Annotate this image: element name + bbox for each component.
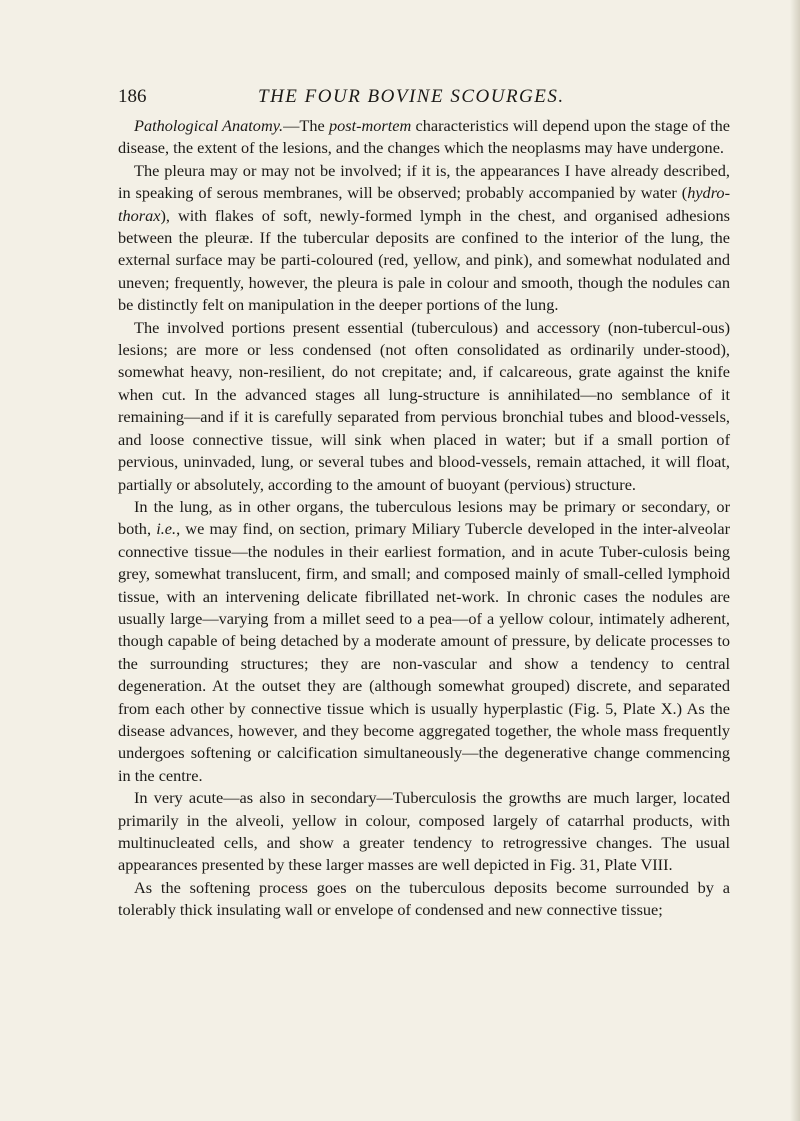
paragraph	[118, 496, 730, 787]
dash-text: —The	[283, 116, 329, 135]
page-edge-shadow	[790, 0, 800, 1121]
page-header	[118, 86, 738, 114]
section-heading: Pathological Anatomy.	[134, 116, 284, 135]
running-title: THE FOUR BOVINE SCOURGES.	[258, 86, 565, 107]
paragraph-text: ), with flakes of soft, newly-formed lymph in the chest, and organised adhesions between the pleuræ. If the tubercular deposits are confined to the interior of the lung, the external surface may be parti-coloured (red, yellow, and pink), and somewhat nodulated and uneven; frequently, however, the pleura is pale in colour and smooth, though the nodules can be distinctly felt on manipulation in the deeper portions of the lung.	[118, 205, 730, 315]
paragraph	[118, 115, 730, 160]
paragraph: As the softening process goes on the tuberculous deposits become surrounded by a tolerably thick insulating wall or envelope of condensed and new connective tissue;	[118, 877, 730, 920]
paragraph-text: The pleura may or may not be involved; if it is, the appearances I have already described, in speaking of serous membranes, will be observed; probably accompanied by water (	[118, 160, 730, 203]
page-number: 186	[118, 86, 147, 107]
body-text	[118, 115, 730, 922]
paragraph	[118, 160, 730, 317]
emphasis-term: i.e.	[156, 519, 177, 539]
paragraph: The involved portions present essential (tuberculous) and accessory (non-tubercul-ous) lesions; are more or less condensed (not often consolidated as ordinarily under-stood), somewhat heavy, non-resilient, do not crepitate; and, if calcareous, grate against the knife when cut. In the advanced stages all lung-structure is annihilated—no semblance of it remaining—and if it is carefully separated from pervious bronchial tubes and blood-vessels, and loose connective tissue, will sink when placed in water; but if a small portion of pervious, uninvaded, lung, or several tubes and blood-vessels, remain attached, it will float, partially or absolutely, according to the amount of buoyant (pervious) structure.	[118, 317, 730, 494]
emphasis-term: hydro-thorax	[118, 183, 730, 225]
paragraph: In very acute—as also in secondary—Tuberculosis the growths are much larger, located primarily in the alveoli, yellow in colour, composed largely of catarrhal products, with multinucleated cells, and show a greater tendency to retrogressive changes. The usual appearances presented by these larger masses are well depicted in Fig. 31, Plate VIII.	[118, 788, 730, 875]
paragraph-text: characteristics will depend upon the stage of the disease, the extent of the lesions, and the changes which the neoplasms may have undergone.	[118, 116, 731, 158]
paragraph-text: , we may find, on section, primary Miliary Tubercle developed in the inter-alveolar connective tissue—the nodules in their earliest formation, and in acute Tuber-culosis being grey, somewhat translucent, firm, and small; and composed mainly of small-celled lymphoid tissue, with an intervening delicate fibrillated net-work. In chronic cases the nodules are usually large—varying from a millet seed to a pea—of a yellow colour, intimately adherent, though capable of being detached by a moderate amount of pressure, by delicate processes to the surrounding structures; they are non-vascular and show a tendency to central degeneration. At the outset they are (although somewhat grouped) discrete, and separated from each other by connective tissue which is usually hyperplastic (Fig. 5, Plate X.) As the disease advances, however, and they become aggregated together, the whole mass frequently undergoes softening or calcification simultaneously—the degenerative change commencing in the centre.	[118, 519, 731, 785]
paragraph-text: In the lung, as in other organs, the tuberculous lesions may be primary or secondary, or both,	[118, 496, 730, 539]
emphasis-term: post-mortem	[328, 116, 412, 135]
